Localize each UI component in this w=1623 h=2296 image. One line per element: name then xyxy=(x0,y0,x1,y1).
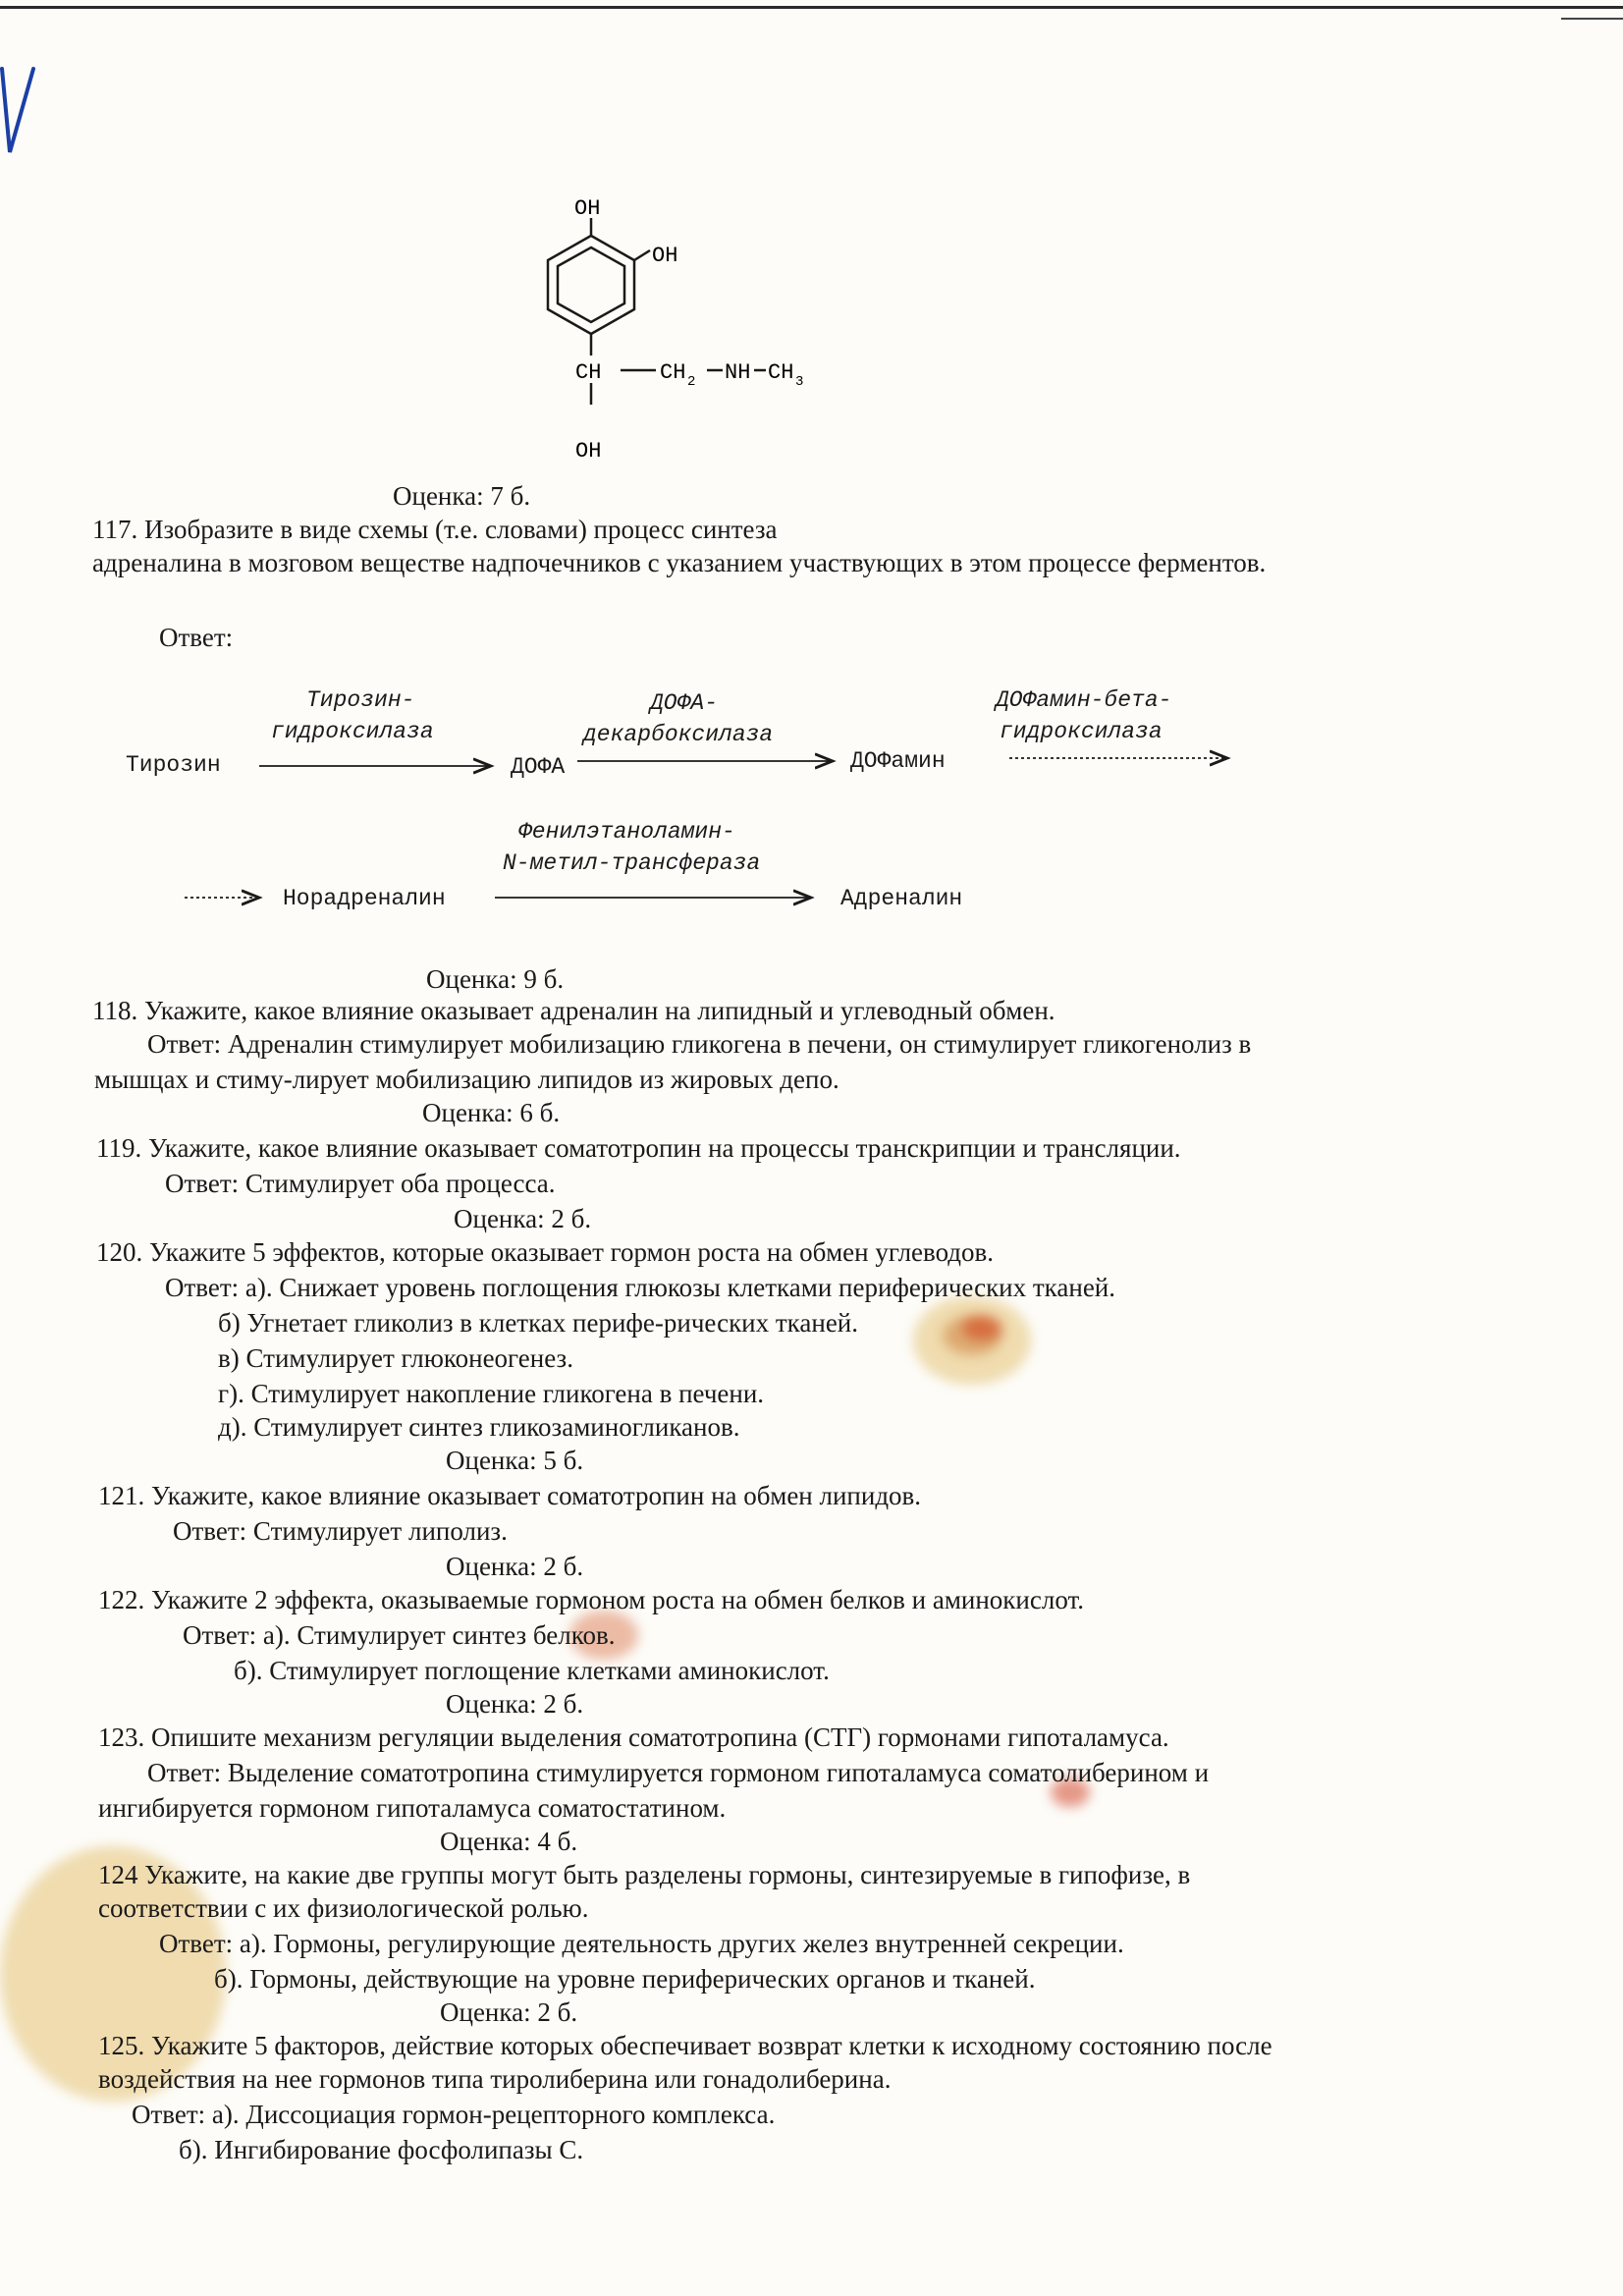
oh-bottom-label: OH xyxy=(575,439,602,462)
oh-top-label: OH xyxy=(574,196,601,221)
ch2-label: CH xyxy=(660,360,686,385)
question-123: 123. Опишите механизм регуляции выделения соматотропина (СТГ) гормонами гипоталамуса. xyxy=(98,1722,1169,1752)
enzyme-2-line2: декарбоксилаза xyxy=(583,722,774,747)
dopamine-label: ДОФамин xyxy=(850,748,946,774)
question-117-line1: 117. Изобразите в виде схемы (т.е. словами) процесс синтеза xyxy=(92,515,778,544)
answer-123-line2: ингибируется гормоном гипоталамуса соматостатином. xyxy=(98,1793,727,1823)
dopa-label: ДОФА xyxy=(511,754,566,780)
enzyme-1-line2: гидроксилаза xyxy=(271,719,434,744)
ch2-subscript: 2 xyxy=(687,374,696,390)
grade-121: Оценка: 2 б. xyxy=(446,1552,584,1581)
question-124-line1: 124 Укажите, на какие две группы могут быть разделены гормоны, синтезируемые в гипофизе, в xyxy=(98,1860,1191,1889)
answer-120-a: Ответ: а). Снижает уровень поглощения глюкозы клетками периферических тканей. xyxy=(165,1273,1116,1302)
adrenaline-label: Адреналин xyxy=(840,886,963,911)
grade-116: Оценка: 7 б. xyxy=(393,481,531,511)
answer-120-c: в) Стимулирует глюконеогенез. xyxy=(218,1343,573,1373)
answer-121: Ответ: Стимулирует липолиз. xyxy=(173,1516,508,1546)
answer-125-a: Ответ: а). Диссоциация гормон-рецепторного комплекса. xyxy=(132,2100,776,2129)
grade-118: Оценка: 6 б. xyxy=(422,1098,561,1127)
tyrosine-label: Тирозин xyxy=(126,752,221,778)
answer-119: Ответ: Стимулирует оба процесса. xyxy=(165,1169,556,1198)
oh-right-label: OH xyxy=(652,244,678,268)
ch3-label: CH xyxy=(768,360,794,385)
answer-120-d: г). Стимулирует накопление гликогена в печени. xyxy=(218,1379,765,1408)
question-121: 121. Укажите, какое влияние оказывает соматотропин на обмен липидов. xyxy=(98,1481,922,1510)
enzyme-2-line1: ДОФА- xyxy=(650,690,719,716)
answer-118-line2: мышцах и стиму-лирует мобилизацию липидов из жировых депо. xyxy=(94,1065,839,1094)
enzyme-3-line2: гидроксилаза xyxy=(1000,719,1163,744)
enzyme-1-line1: Тирозин- xyxy=(306,687,415,713)
answer-124-a: Ответ: а). Гормоны, регулирующие деятельность других желез внутренней секреции. xyxy=(159,1929,1124,1958)
question-120: 120. Укажите 5 эффектов, которые оказывает гормон роста на обмен углеводов. xyxy=(96,1237,995,1267)
question-117-line2: адреналина в мозговом веществе надпочечников с указанием участвующих в этом процессе ферментов. xyxy=(92,548,1267,577)
grade-117: Оценка: 9 б. xyxy=(426,964,565,994)
answer-label-117: Ответ: xyxy=(159,623,234,652)
noradrenaline-label: Норадреналин xyxy=(283,886,446,911)
answer-125-b: б). Ингибирование фосфолипазы С. xyxy=(179,2135,584,2164)
grade-123: Оценка: 4 б. xyxy=(440,1827,578,1856)
question-125-line1: 125. Укажите 5 факторов, действие которых обеспечивает возврат клетки к исходному состоянию после xyxy=(98,2031,1272,2060)
grade-120: Оценка: 5 б. xyxy=(446,1446,584,1475)
scheme-arrows xyxy=(0,0,1623,982)
answer-120-e: д). Стимулирует синтез гликозаминогликанов. xyxy=(218,1412,740,1442)
question-124-line2: соответствии с их физиологической ролью. xyxy=(98,1893,589,1923)
question-122: 122. Укажите 2 эффекта, оказываемые гормоном роста на обмен белков и аминокислот. xyxy=(98,1585,1084,1614)
answer-122-a: Ответ: а). Стимулирует синтез белков. xyxy=(183,1620,616,1650)
grade-122: Оценка: 2 б. xyxy=(446,1689,584,1719)
answer-122-b: б). Стимулирует поглощение клетками аминокислот. xyxy=(234,1656,830,1685)
question-118: 118. Укажите, какое влияние оказывает адреналин на липидный и углеводный обмен. xyxy=(92,996,1055,1025)
enzyme-4-line2: N-метил-трансфераза xyxy=(503,850,761,876)
answer-120-b: б) Угнетает гликолиз в клетках перифе-рических тканей. xyxy=(218,1308,859,1338)
ch-label: CH xyxy=(575,360,602,385)
answer-118-line1: Ответ: Адреналин стимулирует мобилизацию гликогена в печени, он стимулирует гликогенолиз в xyxy=(147,1029,1252,1059)
grade-124: Оценка: 2 б. xyxy=(440,1997,578,2027)
enzyme-4-line1: Фенилэтаноламин- xyxy=(518,819,735,845)
ch3-subscript: 3 xyxy=(795,374,804,390)
paper-stain xyxy=(962,1316,1001,1340)
grade-119: Оценка: 2 б. xyxy=(454,1204,592,1233)
answer-124-b: б). Гормоны, действующие на уровне периферических органов и тканей. xyxy=(214,1964,1036,1994)
enzyme-3-line1: ДОФамин-бета- xyxy=(996,687,1172,713)
question-125-line2: воздействия на нее гормонов типа тиролиберина или гонадолиберина. xyxy=(98,2064,892,2094)
answer-123-line1: Ответ: Выделение соматотропина стимулируется гормоном гипоталамуса соматолиберином и xyxy=(147,1758,1210,1787)
nh-label: NH xyxy=(725,360,751,385)
question-119: 119. Укажите, какое влияние оказывает соматотропин на процессы транскрипции и трансляции. xyxy=(96,1133,1181,1163)
